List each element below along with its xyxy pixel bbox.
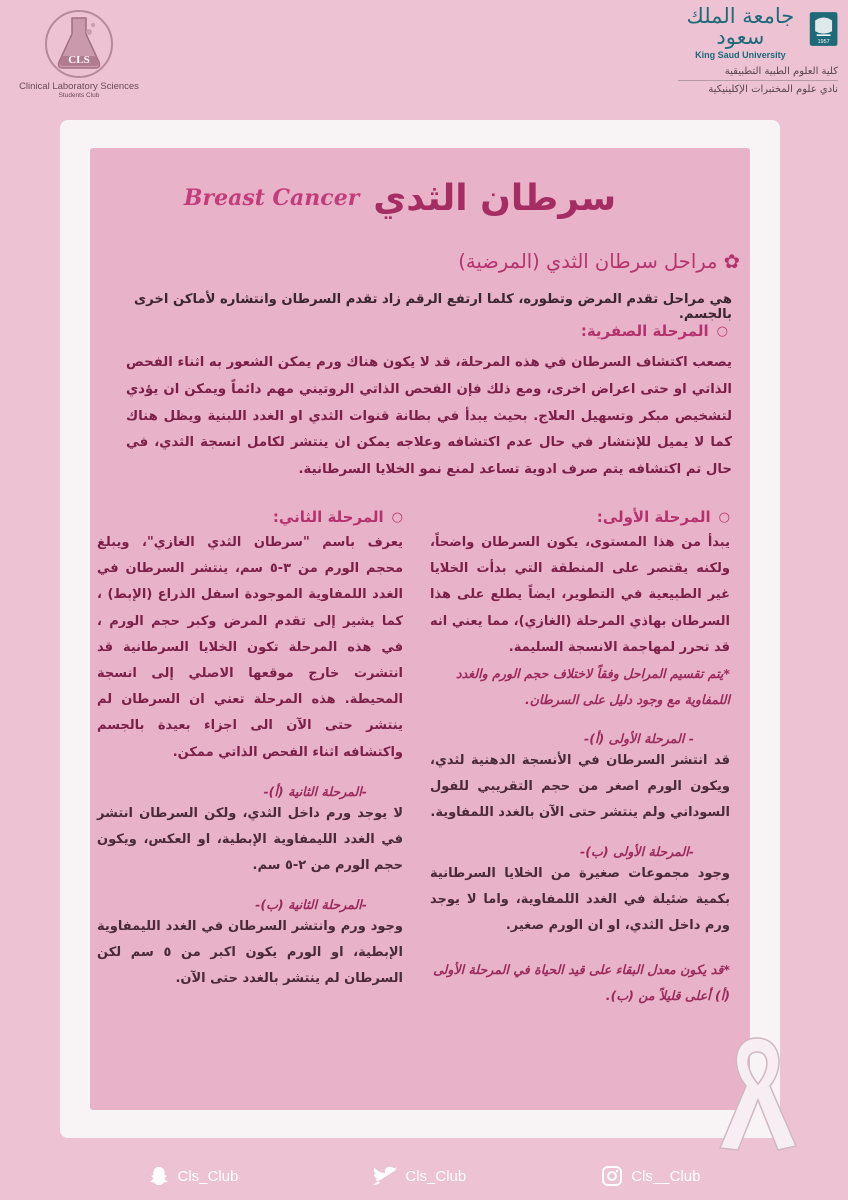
stage1-heading bbox=[430, 508, 730, 526]
stage2-body: يعرف باسم "سرطان الثدي الغازي"، ويبلغ محجم الورم من ٣-٥ سم، ينتشر السرطان في الغدد اللمفاوية الموجودة اسفل الذراع (الإبط) ، كما يشير إلى تقدم المرض وكبر حجم الورم ، في هذه المرحلة تكون الخلايا السرطانية قد انتشرت خارج موقعها الاصلي إلى انسجة المحيطة. هذه المرحلة تعني ان السرطان لم ينتشر حتى الآن الى اجزاء بعيدة بالجسم واكتشافه اثناء الفحص الذاتي ممكن. bbox=[97, 535, 404, 760]
twitter-link[interactable] bbox=[373, 1166, 466, 1186]
section-heading-text: مراحل سرطان الثدي (المرضية) bbox=[458, 250, 718, 273]
college-name: كلية العلوم الطبية التطبيقية bbox=[678, 66, 838, 81]
ksu-emblem-icon bbox=[809, 6, 838, 52]
stage2b-body: وجود ورم وانتشر السرطان في الغدد الليمفاوية الإبطية، او الورم يكون اكبر من ٥ سم لكن السرطان لم ينتشر بالغدد حتى الآن. bbox=[97, 918, 403, 986]
snapchat-link[interactable] bbox=[148, 1165, 239, 1187]
club-arabic-name: نادي علوم المختبرات الإكلينيكية bbox=[708, 84, 838, 95]
stage1b-body: وجود مجموعات صغيرة من الخلايا السرطانية بكمية ضئيلة في الغدد اللمفاوية، واما لا يوجد ورم داخل الثدي، او ان الورم صغير. bbox=[430, 866, 730, 934]
stage0-body: يصعب اكتشاف السرطان في هذه المرحلة، قد لا يكون هناك ورم يمكن الشعور به اثناء الفحص الذاتي او حتى اعراض اخرى، ومع ذلك فإن الفحص الذاتي الروتيني مهم دائماً ويمكن ان يؤدي لتشخيص مبكر وتسهيل العلاج. بحيث يبدأ في بطانة قنوات الثدي او الغدد اللبنية ويظل هناك كما لا يميل للإنتشار في حال عدم اكتشافه وعلاجه يمكن ان ينتشر لكامل انسجة الثدي، في حال تم اكتشافه يتم صرف ادوية تساعد لمنع نمو الخلايا السرطانية. bbox=[126, 355, 732, 478]
stage1a-heading: - المرحلة الأولى (أ)- bbox=[584, 731, 694, 747]
stage1-body: يبدأ من هذا المستوى، يكون السرطان واضحاً، ولكنه يقتصر على المنطقة التي بدأت الخلايا غير الطبيعية في التطوير، ايضاً يطلع على هذا السرطان بهاذي المرحلة (الغازي)، مما يعني انه قد تحرر لمهاجمة الانسجة السليمة. bbox=[430, 535, 730, 655]
snapchat-handle: Cls_Club bbox=[177, 1167, 239, 1185]
awareness-ribbon-icon bbox=[712, 1030, 802, 1152]
flask-logo-icon bbox=[43, 8, 115, 80]
club-subtitle: Students Club bbox=[58, 92, 100, 99]
stage2b-heading: -المرحلة الثانية (ب)- bbox=[255, 896, 367, 912]
stage2-heading bbox=[97, 508, 403, 526]
title-english: Breast Cancer bbox=[183, 185, 360, 211]
stage1-column bbox=[430, 508, 730, 1009]
stage2-column bbox=[97, 508, 403, 992]
stage1a-body: قد انتشر السرطان في الأنسجة الدهنية لثدي، ويكون الورم اصغر من حجم التقريبي للفول السوداني ولم ينتشر حتى الآن بالغدد اللمفاوية. bbox=[430, 753, 730, 821]
instagram-handle: Cls__Club bbox=[631, 1167, 701, 1185]
stage1-heading-text: المرحلة الأولى: bbox=[596, 508, 711, 526]
stage2a-body: لا يوجد ورم داخل الثدي، ولكن السرطان انتشر في الغدد الليمفاوية الإبطية، او العكس، ويكون حجم الورم من ٢-٥ سم. bbox=[97, 805, 403, 873]
instagram-link[interactable] bbox=[601, 1165, 700, 1187]
page-title bbox=[180, 168, 620, 228]
stage2-heading-text: المرحلة الثاني: bbox=[272, 508, 384, 526]
title-arabic: سرطان الثدي bbox=[373, 177, 617, 219]
instagram-icon bbox=[601, 1165, 623, 1187]
social-footer bbox=[0, 1152, 848, 1200]
section-intro: هي مراحل تقدم المرض وتطوره، كلما ارتفع الرقم زاد تقدم السرطان وانتشاره لأماكن اخرى بالجسم. bbox=[134, 292, 732, 322]
stage1b-heading: -المرحلة الأولى (ب)- bbox=[580, 844, 694, 860]
club-name: Clinical Laboratory Sciences bbox=[19, 81, 139, 92]
stage0-heading bbox=[328, 322, 728, 340]
section-heading bbox=[100, 250, 740, 273]
ksu-year: 1957 bbox=[817, 38, 830, 45]
stage2a-heading: -المرحلة الثانية (أ)- bbox=[263, 783, 367, 799]
stage1-note: *يتم تقسيم المراحل وفقاً لاختلاف حجم الورم والغدد اللمفاوية مع وجود دليل على السرطان. bbox=[455, 666, 730, 708]
university-name-arabic: جامعة الملك سعود bbox=[686, 4, 795, 49]
circle-bullet-icon: ○ bbox=[718, 509, 730, 525]
survival-note: *قد يكون معدل البقاء على قيد الحياة في المرحلة الأولى (أ) أعلى قليلاً من (ب). bbox=[433, 962, 730, 1004]
twitter-handle: Cls_Club bbox=[405, 1167, 467, 1185]
snapchat-icon bbox=[148, 1165, 170, 1187]
university-header bbox=[678, 6, 838, 95]
circle-bullet-icon: ○ bbox=[391, 509, 403, 525]
cls-logo bbox=[14, 8, 144, 99]
stage0-heading-text: المرحلة الصفرية: bbox=[580, 322, 709, 340]
twitter-bird-icon bbox=[373, 1166, 397, 1186]
cls-logo-text: CLS bbox=[68, 54, 90, 66]
flower-icon: ✿ bbox=[717, 250, 740, 273]
circle-bullet-icon: ○ bbox=[716, 323, 728, 339]
university-name-english: King Saud University bbox=[695, 50, 786, 60]
